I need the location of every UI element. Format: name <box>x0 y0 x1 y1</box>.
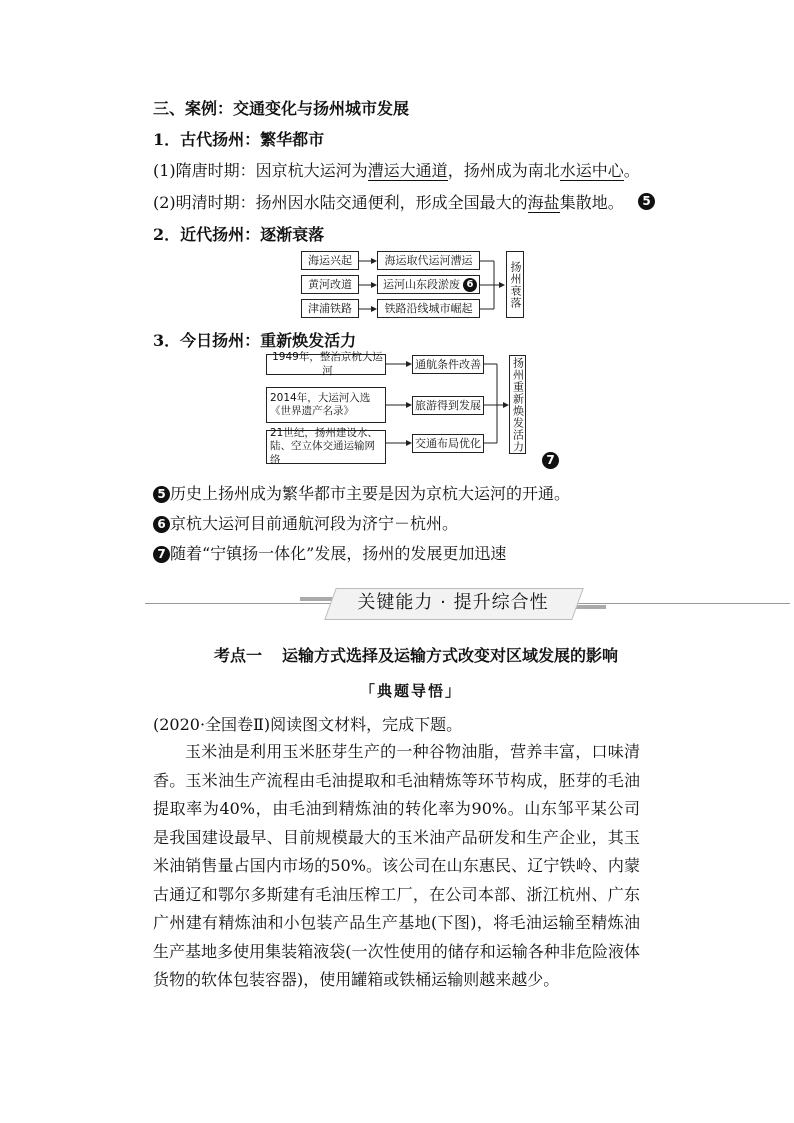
today-cause-3: 21世纪，扬州建设水、陆、空立体交通运输网络 <box>266 430 386 464</box>
modern-heading: 2．近代扬州：逐渐衰落 <box>153 225 325 244</box>
note-5-marker: 5 <box>153 486 170 503</box>
modern-effect-3: 铁路沿线城市崛起 <box>377 299 480 318</box>
modern-cause-1: 海运兴起 <box>301 251 359 270</box>
ancient-item-1-underline-1: 漕运大通道 <box>367 161 448 180</box>
kaodian-heading <box>214 643 618 666</box>
note-7 <box>153 541 506 564</box>
note-marker-7: 7 <box>542 452 559 469</box>
kaodian-label: 考点一 <box>214 646 263 665</box>
note-6-text: 京杭大运河目前通航河段为济宁－杭州。 <box>170 514 459 533</box>
ancient-item-1-text-a: (1)隋唐时期：因京杭大运河为 <box>153 161 368 180</box>
today-effect-3: 交通布局优化 <box>412 434 484 453</box>
section-title: 三、案例：交通变化与扬州城市发展 <box>153 99 410 118</box>
ancient-item-1-text-c: 。 <box>623 161 640 180</box>
modern-effect-2-text: 运河山东段淤废 <box>383 277 460 291</box>
note-5-text: 历史上扬州成为繁华都市主要是因为京杭大运河的开通。 <box>170 484 571 503</box>
modern-cause-3: 津浦铁路 <box>301 299 359 318</box>
ancient-item-2-underline: 海盐 <box>527 193 560 212</box>
today-effect-1: 通航条件改善 <box>412 355 484 374</box>
today-effect-2: 旅游得到发展 <box>412 396 484 415</box>
note-marker-6: 6 <box>463 278 477 292</box>
material-paragraph: 玉米油是利用玉米胚芽生产的一种谷物油脂，营养丰富，口味清香。玉米油生产流程由毛油提取和毛油精炼等环节构成，胚芽的毛油提取率为40%，由毛油到精炼油的转化率为90%。山东邹平某公司是我国建设最早、目前规模最大的玉米油产品研发和生产企业，其玉米油销售量占国内市场的50%。该公司在山东惠民、辽宁铁岭、内蒙古通辽和鄂尔多斯建有毛油压榨工厂，在公司本部、浙江杭州、广东广州建有精炼油和小包装产品生产基地(下图)，将毛油运输至精炼油生产基地多使用集装箱液袋(一次性使用的储存和运输各种非危险液体货物的软体包装容器)，使用罐箱或铁桶运输则越来越少。 <box>153 742 640 989</box>
today-cause-2: 2014年，大运河入选《世界遗产名录》 <box>266 387 386 423</box>
ancient-item-2 <box>153 190 624 213</box>
banner-title: 关键能力 · 提升综合性 <box>357 592 549 613</box>
note-6-marker: 6 <box>153 516 170 533</box>
kaodian-title: 运输方式选择及运输方式改变对区域发展的影响 <box>282 646 619 665</box>
ancient-item-2-text-a: (2)明清时期：扬州因水陆交通便利，形成全国最大的 <box>153 193 528 212</box>
note-marker-5: 5 <box>638 193 655 210</box>
modern-effect-1: 海运取代运河漕运 <box>377 251 480 270</box>
today-arrows <box>380 345 540 465</box>
guide-label: 「典题导悟」 <box>360 682 463 700</box>
ancient-heading: 1．古代扬州：繁华都市 <box>153 130 325 149</box>
ancient-item-1-text-b: ，扬州成为南北 <box>447 161 560 180</box>
today-heading: 3．今日扬州：重新焕发活力 <box>153 331 357 350</box>
today-result: 扬州重新焕发活力 <box>509 355 526 454</box>
today-cause-1: 1949年，整治京杭大运河 <box>266 354 386 375</box>
modern-result: 扬州衰落 <box>506 251 524 318</box>
source-line: (2020·全国卷Ⅱ)阅读图文材料，完成下题。 <box>153 715 463 734</box>
modern-arrows <box>290 245 540 325</box>
ancient-item-1 <box>153 158 640 181</box>
note-7-marker: 7 <box>153 546 170 563</box>
ancient-item-1-underline-2: 水运中心 <box>559 161 624 180</box>
ancient-item-2-text-b: 集散地。 <box>559 193 624 212</box>
note-7-text: 随着“宁镇扬一体化”发展，扬州的发展更加迅速 <box>170 544 507 563</box>
note-5 <box>153 481 570 504</box>
modern-cause-2: 黄河改道 <box>301 275 359 294</box>
note-6 <box>153 511 458 534</box>
